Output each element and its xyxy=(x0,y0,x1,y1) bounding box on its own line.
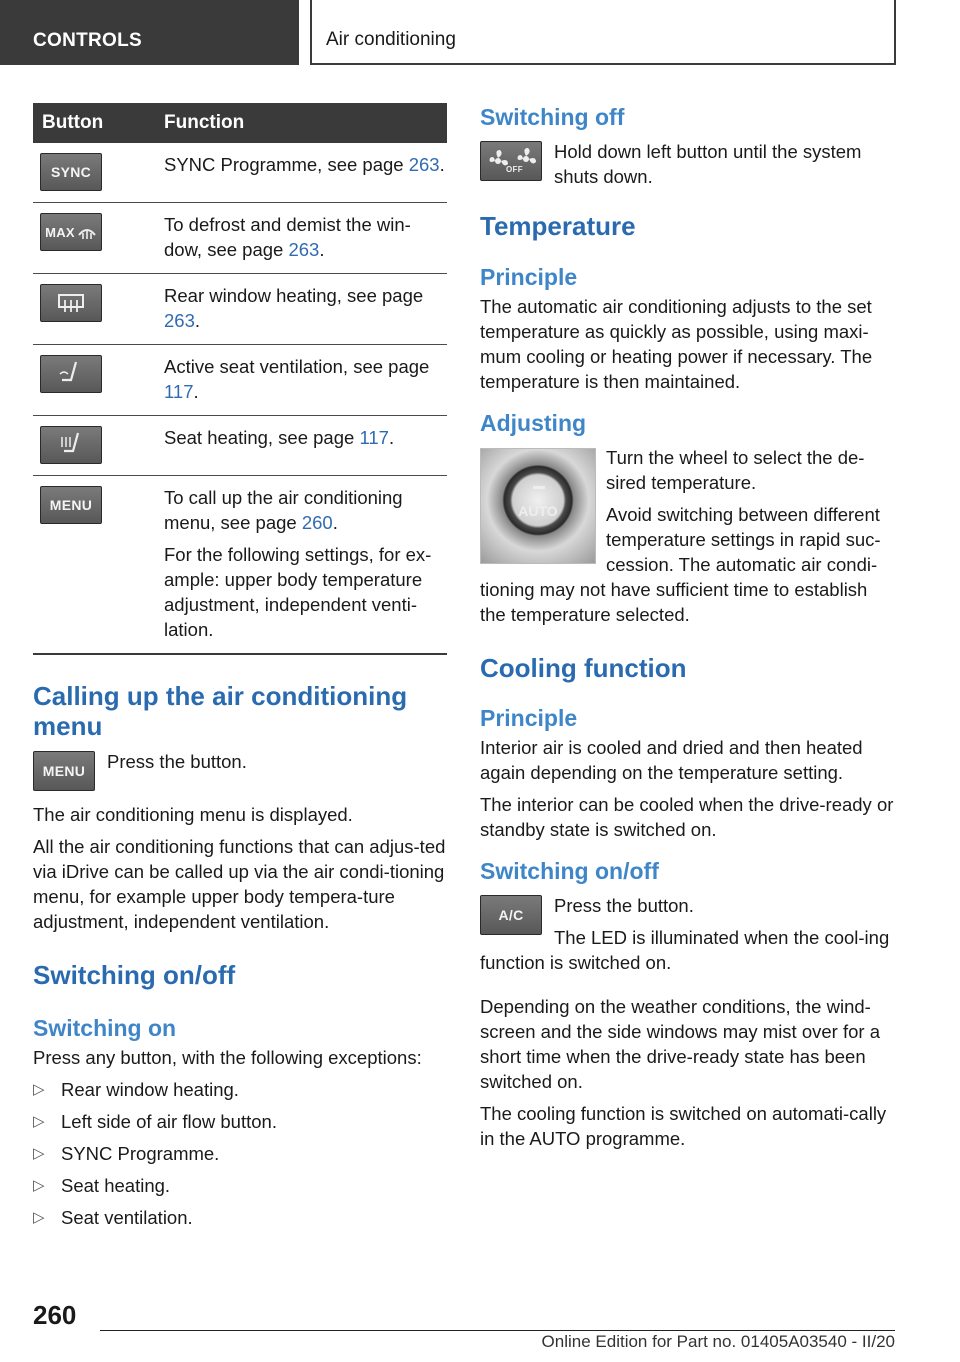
max-defrost-icon: MAX xyxy=(40,213,102,251)
menu-heading: Calling up the air conditioning menu xyxy=(33,681,408,741)
menu-press-text: Press the button. xyxy=(107,751,247,772)
table-row xyxy=(33,274,447,345)
adjust-p1: Turn the wheel to select the de-sired temperature. xyxy=(606,447,865,493)
list-item: ▷ SYNC Programme. xyxy=(33,1143,220,1164)
menu-p2: All the air conditioning functions that can adjus-ted via iDrive can be called up via the air condi-tioning menu, for example upper body tempera-ture adjustment, independent ventilation. xyxy=(33,836,446,932)
menu-p1: The air conditioning menu is displayed. xyxy=(33,804,353,825)
seat-ventilation-icon xyxy=(40,355,102,393)
table-row xyxy=(33,345,447,416)
page-number: 260 xyxy=(33,1300,77,1330)
cool-p2: The interior can be cooled when the drive-ready or standby state is switched on. xyxy=(480,794,894,840)
menu-button-icon: MENU xyxy=(33,751,95,791)
row-function-text: Seat heating, see page 117. xyxy=(164,427,395,448)
left-column xyxy=(33,103,447,1230)
on-text: Press any button, with the following exceptions: xyxy=(33,1047,422,1068)
rear-window-heating-icon xyxy=(40,284,102,322)
temperature-knob-image: AUTO xyxy=(480,448,596,564)
page-link[interactable]: 263 xyxy=(164,310,195,331)
header-button: Button xyxy=(42,112,104,133)
off-heading: Switching off xyxy=(480,104,625,130)
cool-p3: Depending on the weather conditions, the wind-screen and the side windows may mist over for a short time when the drive-ready state has been switched on. xyxy=(480,996,880,1092)
cool-p1: Interior air is cooled and dried and then heated again depending on the temperature setting. xyxy=(480,737,863,783)
page-link[interactable]: 117 xyxy=(359,427,389,448)
row-function-text: To defrost and demist the win-dow, see page 263. xyxy=(164,214,411,260)
list-item: ▷ Seat ventilation. xyxy=(33,1207,193,1228)
off-text: Hold down left button until the system shuts down. xyxy=(554,141,862,187)
exceptions-list xyxy=(33,1077,447,1230)
right-column xyxy=(480,103,895,1151)
fan-off-icon xyxy=(480,141,542,181)
table-row xyxy=(33,203,447,274)
row-function-extra: For the following settings, for ex-ample: upper body temperature adjustment, independent venti-lation. xyxy=(164,544,432,640)
table-row xyxy=(33,476,447,655)
page-link[interactable]: 263 xyxy=(288,239,320,260)
footer-divider xyxy=(100,1330,895,1331)
section-title: CONTROLS xyxy=(33,30,143,51)
ac-led: The LED is illuminated when the cool-ing function is switched on. xyxy=(480,927,890,973)
ac-press: Press the button. xyxy=(554,895,694,916)
temp-principle-text: The automatic air conditioning adjusts to the set temperature as quickly as possible, using maxi-mum cooling or heating power if necessary. The temperature is then maintained. xyxy=(480,296,873,392)
row-function-text: Rear window heating, see page 263. xyxy=(164,285,424,331)
cool-onoff-heading: Switching on/off xyxy=(480,858,659,884)
edition-text: Online Edition for Part no. 01405A03540 - II/20 xyxy=(541,1332,895,1351)
header-function: Function xyxy=(164,112,245,133)
adjust-p2: Avoid switching between different temperature settings in rapid suc-cession. The automatic air condi-tioning may not have sufficient time to establish the temperature selected. xyxy=(480,504,881,625)
page-link[interactable]: 263 xyxy=(408,154,440,175)
cool-principle-heading: Principle xyxy=(480,705,578,731)
ac-button-icon: A/C xyxy=(480,895,542,935)
chapter-title: Air conditioning xyxy=(326,29,456,50)
table-header xyxy=(33,103,447,143)
chapter-tab xyxy=(310,0,896,65)
temp-heading: Temperature xyxy=(480,211,636,241)
section-tab xyxy=(0,0,299,65)
cool-heading: Cooling function xyxy=(480,653,687,683)
menu-button-icon: MENU xyxy=(40,486,102,524)
onoff-heading: Switching on/off xyxy=(33,960,236,990)
row-function-text: Active seat ventilation, see page 117. xyxy=(164,356,430,402)
on-heading: Switching on xyxy=(33,1015,177,1041)
row-function-text: To call up the air conditioning menu, see page 260. xyxy=(164,487,403,533)
list-item: ▷ Left side of air flow button. xyxy=(33,1111,277,1132)
page-link[interactable]: 117 xyxy=(164,381,194,402)
page-link[interactable]: 260 xyxy=(301,512,333,533)
list-item: ▷ Seat heating. xyxy=(33,1175,171,1196)
table-row xyxy=(33,416,447,476)
temp-principle-heading: Principle xyxy=(480,264,578,290)
seat-heating-icon xyxy=(40,426,102,464)
svg-text:OFF: OFF xyxy=(506,165,523,174)
adjust-heading: Adjusting xyxy=(480,410,587,436)
list-item: ▷ Rear window heating. xyxy=(33,1079,239,1100)
table-row xyxy=(33,143,447,203)
row-function-text: SYNC Programme, see page 263. xyxy=(164,154,445,175)
sync-button-icon: SYNC xyxy=(40,153,102,191)
cool-p4: The cooling function is switched on automati-cally in the AUTO programme. xyxy=(480,1103,887,1149)
